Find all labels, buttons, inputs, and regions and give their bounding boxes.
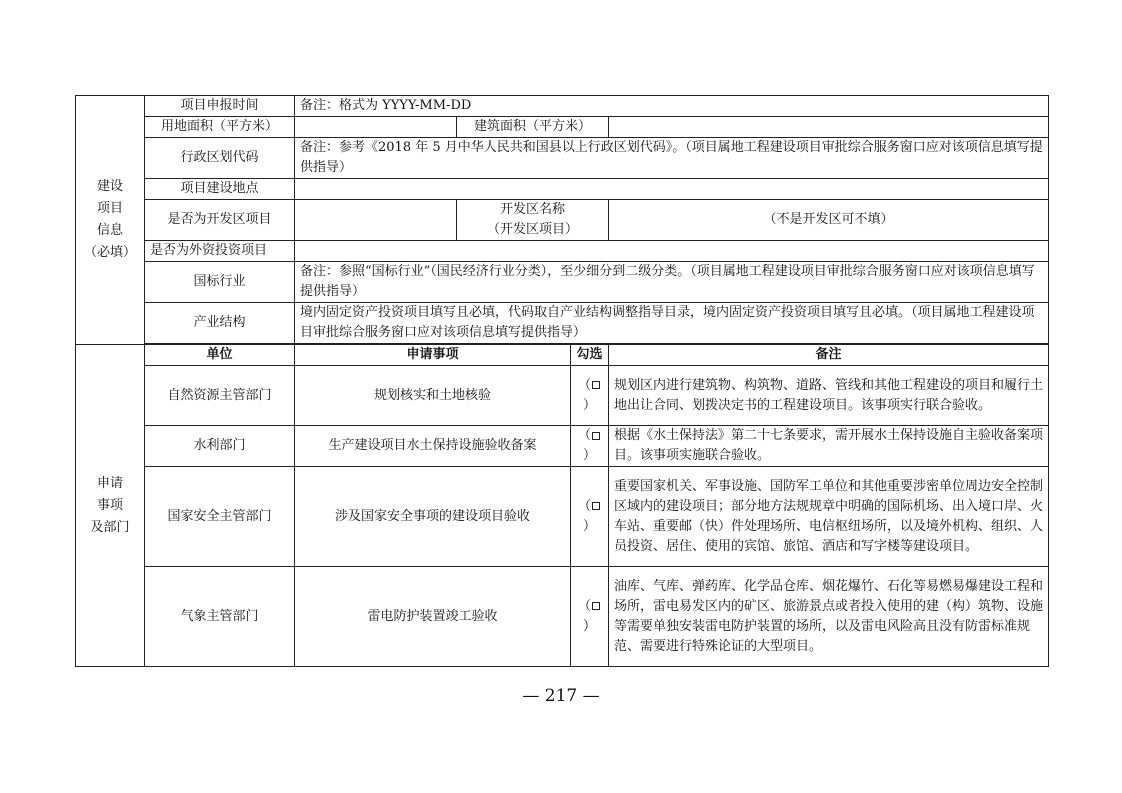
row-item: 涉及国家安全事项的建设项目验收 bbox=[295, 467, 571, 567]
dev-zone-name-label-line: （开发区项目） bbox=[486, 222, 578, 237]
section-label-line: 信息 bbox=[96, 223, 123, 238]
structure-field[interactable]: 境内固定资产投资项目填写且必填，代码取自产业结构调整指导目录，境内固定资产投资项目填写且必填。（项目属地工程建设项目审批综合服务窗口应对该项信息填写提供指导） bbox=[295, 303, 1049, 344]
row-unit: 气象主管部门 bbox=[145, 567, 295, 667]
header-unit: 单位 bbox=[145, 345, 295, 366]
check-close: ） bbox=[582, 397, 596, 413]
row-remark: 根据《水土保持法》第二十七条要求，需开展水土保持设施自主验收备案项目。该事项实施联合验收。 bbox=[609, 426, 1049, 467]
form-table bbox=[75, 95, 1049, 667]
check-open: （ bbox=[577, 377, 591, 393]
land-area-field[interactable] bbox=[295, 117, 457, 138]
dev-zone-name-label bbox=[457, 200, 609, 241]
row-remark: 重要国家机关、军事设施、国防军工单位和其他重要涉密单位周边安全控制区域内的建设项目；部分地方法规规章中明确的国际机场、出入境口岸、火车站、重要邮（快）件处理场所、电信枢纽场所，以及境外机构、组织、人员投资、居住、使用的宾馆、旅馆、酒店和写字楼等建设项目。 bbox=[609, 467, 1049, 567]
row-checkbox[interactable] bbox=[571, 567, 609, 667]
dev-zone-label: 是否为开发区项目 bbox=[145, 200, 295, 241]
page-number: — 217 — bbox=[522, 686, 600, 706]
section-label-line: 建设 bbox=[96, 179, 123, 194]
section-label-line: （必填） bbox=[83, 245, 136, 260]
dev-zone-name-label-line: 开发区名称 bbox=[499, 202, 565, 217]
report-time-label: 项目申报时间 bbox=[145, 96, 295, 117]
check-open: （ bbox=[577, 428, 591, 443]
section-label-line: 申请 bbox=[96, 475, 123, 491]
location-field[interactable] bbox=[295, 179, 1049, 200]
header-check: 勾选 bbox=[571, 345, 609, 366]
section-label-line: 及部门 bbox=[90, 519, 130, 535]
check-open: （ bbox=[577, 598, 591, 614]
building-area-label: 建筑面积（平方米） bbox=[457, 117, 609, 138]
row-checkbox[interactable] bbox=[571, 467, 609, 567]
structure-label: 产业结构 bbox=[145, 303, 295, 344]
check-close: ） bbox=[582, 448, 596, 463]
row-checkbox[interactable] bbox=[571, 426, 609, 467]
land-area-label: 用地面积（平方米） bbox=[145, 117, 295, 138]
row-remark: 规划区内进行建筑物、构筑物、道路、管线和其他工程建设的项目和履行土地出让合同、划拨决定书的工程建设项目。该事项实行联合验收。 bbox=[609, 366, 1049, 426]
row-unit: 国家安全主管部门 bbox=[145, 467, 295, 567]
project-info-section-label bbox=[76, 96, 145, 345]
industry-label: 国标行业 bbox=[145, 262, 295, 303]
checkbox-icon[interactable] bbox=[592, 432, 600, 440]
header-item: 申请事项 bbox=[295, 345, 571, 366]
row-unit: 自然资源主管部门 bbox=[145, 366, 295, 426]
industry-field[interactable]: 备注：参照“国标行业”（国民经济行业分类），至少细分到二级分类。（项目属地工程建设项目审批综合服务窗口应对该项信息填写提供指导） bbox=[295, 262, 1049, 303]
section-label-line: 事项 bbox=[96, 497, 123, 513]
row-item: 规划核实和土地核验 bbox=[295, 366, 571, 426]
section-label-line: 项目 bbox=[96, 201, 123, 216]
application-section-label bbox=[76, 345, 145, 667]
row-checkbox[interactable] bbox=[571, 366, 609, 426]
row-remark: 油库、气库、弹药库、化学品仓库、烟花爆竹、石化等易燃易爆建设工程和场所，雷电易发区内的矿区、旅游景点或者投入使用的建（构）筑物、设施等需要单独安装雷电防护装置的场所，以及雷电风险高且没有防雷标准规范、需要进行特殊论证的大型项目。 bbox=[609, 567, 1049, 667]
admin-code-field[interactable]: 备注：参考《2018 年 5 月中华人民共和国县以上行政区划代码》。（项目属地工程建设项目审批综合服务窗口应对该项信息填写提供指导） bbox=[295, 138, 1049, 179]
row-item: 生产建设项目水土保持设施验收备案 bbox=[295, 426, 571, 467]
foreign-invest-field[interactable] bbox=[295, 241, 1049, 262]
dev-zone-name-field[interactable]: （不是开发区可不填） bbox=[609, 200, 1049, 241]
location-label: 项目建设地点 bbox=[145, 179, 295, 200]
row-unit: 水利部门 bbox=[145, 426, 295, 467]
dev-zone-field[interactable] bbox=[295, 200, 457, 241]
foreign-invest-label: 是否为外资投资项目 bbox=[145, 241, 295, 262]
check-close: ） bbox=[582, 518, 596, 534]
report-time-field[interactable]: 备注：格式为 YYYY-MM-DD bbox=[295, 96, 1049, 117]
check-close: ） bbox=[582, 618, 596, 634]
checkbox-icon[interactable] bbox=[592, 502, 600, 510]
header-remark: 备注 bbox=[609, 345, 1049, 366]
checkbox-icon[interactable] bbox=[592, 602, 600, 610]
row-item: 雷电防护装置竣工验收 bbox=[295, 567, 571, 667]
check-open: （ bbox=[577, 498, 591, 514]
building-area-field[interactable] bbox=[609, 117, 1049, 138]
admin-code-label: 行政区划代码 bbox=[145, 138, 295, 179]
checkbox-icon[interactable] bbox=[592, 381, 600, 389]
